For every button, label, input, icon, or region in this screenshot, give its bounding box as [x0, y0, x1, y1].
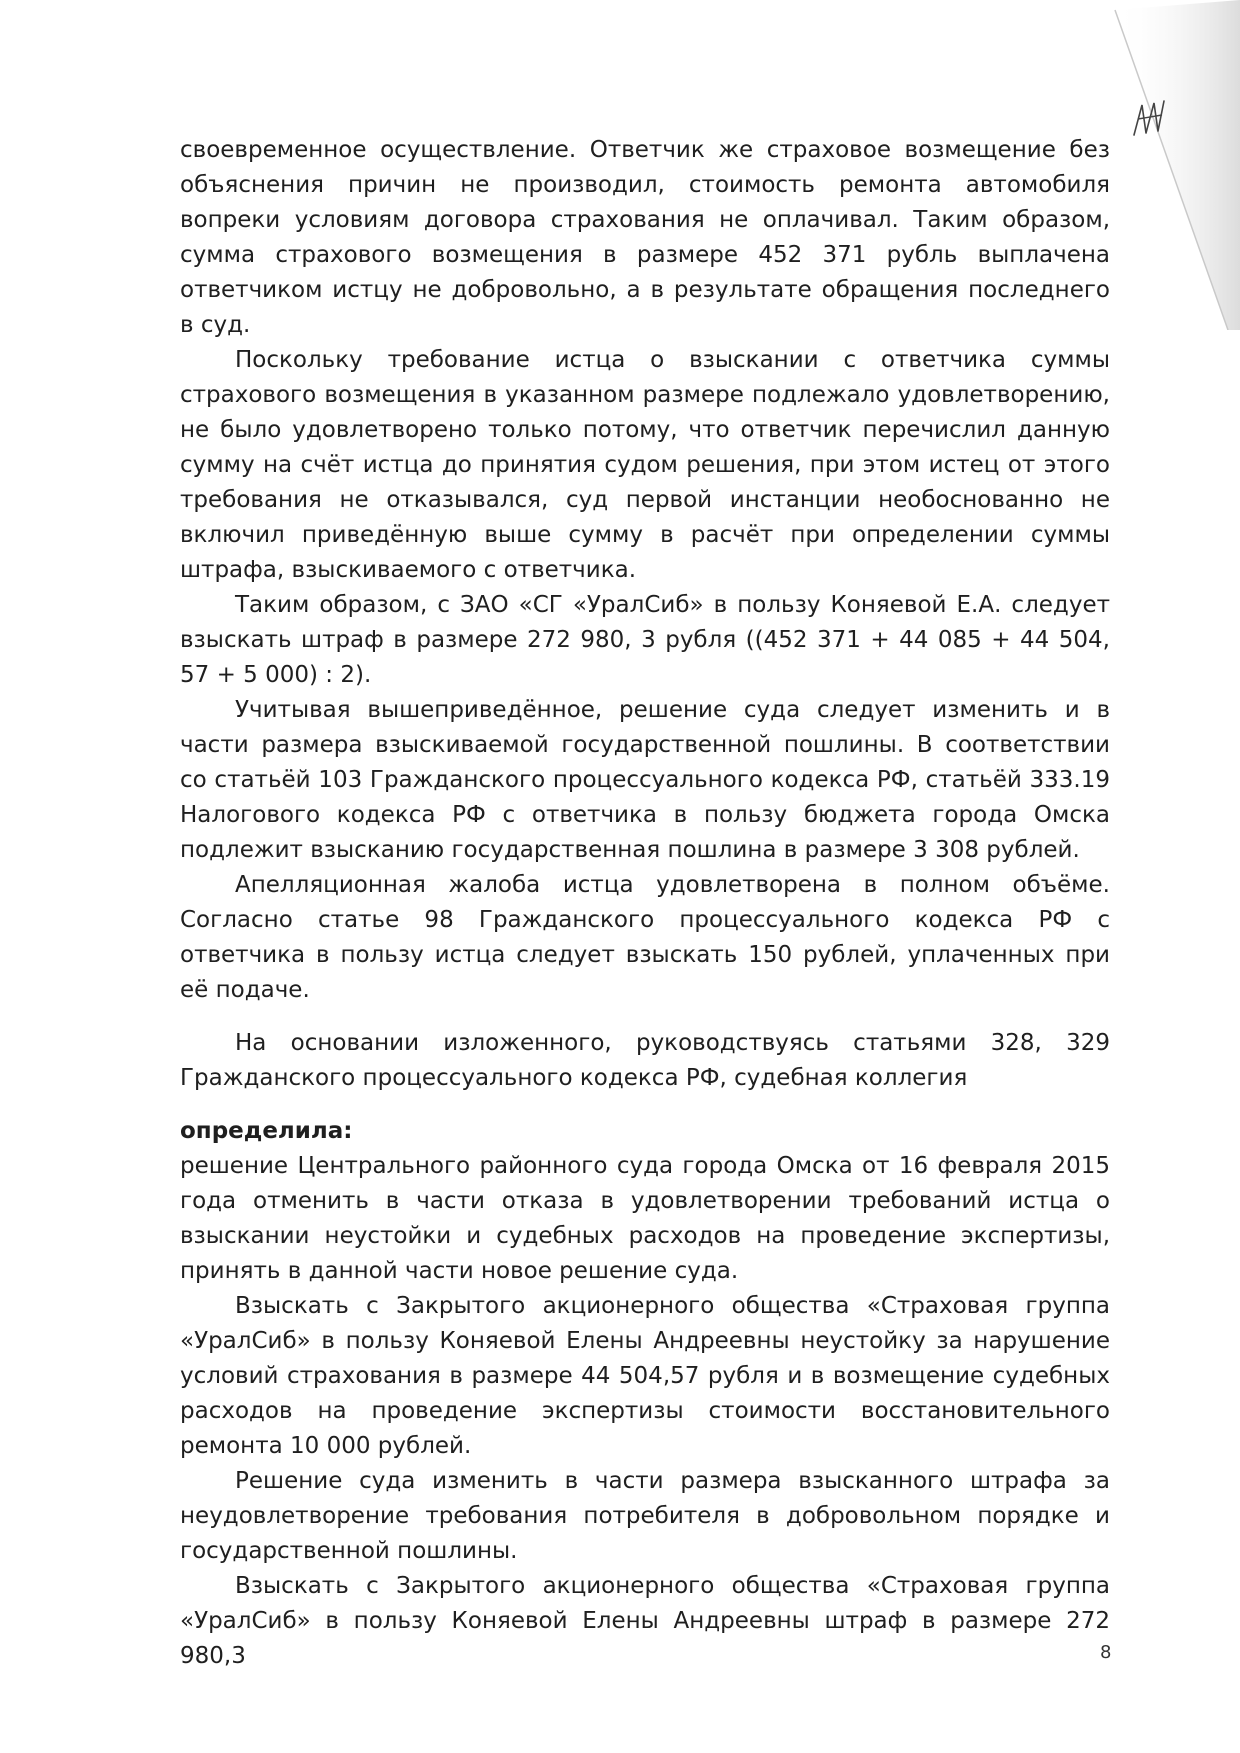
- page-number: 8: [1100, 1642, 1112, 1663]
- decision-heading: определила:: [180, 1118, 353, 1144]
- paragraph-5: Апелляционная жалоба истца удовлетворена в полном объёме. Согласно статье 98 Гражданского процессуального кодекса РФ с ответчика в пользу истца следует взыскать 150 рублей, уплаченных при её подаче.: [180, 872, 1110, 1003]
- decision-paragraph-2: Взыскать с Закрытого акционерного общества «Страховая группа «УралСиб» в пользу Коняевой Елены Андреевны неустойку за нарушение условий страхования в размере 44 504,57 рубля и в возмещение судебных расходов на проведение экспертизы стоимости восстановительного ремонта 10 000 рублей.: [180, 1293, 1110, 1459]
- decision-paragraph-4: Взыскать с Закрытого акционерного общества «Страховая группа «УралСиб» в пользу Коняевой Елены Андреевны штраф в размере 272 980,3: [180, 1573, 1110, 1669]
- decision-paragraph-1: решение Центрального районного суда города Омска от 16 февраля 2015 года отменить в части отказа в удовлетворении требований истца о взыскании неустойки и судебных расходов на проведение экспертизы, принять в данной части новое решение суда.: [180, 1153, 1110, 1284]
- paragraph-4: Учитывая вышеприведённое, решение суда следует изменить и в части размера взыскиваемой государственной пошлины. В соответствии со статьёй 103 Гражданского процессуального кодекса РФ, статьёй 333.19 Налогового кодекса РФ с ответчика в пользу бюджета города Омска подлежит взысканию государственная пошлина в размере 3 308 рублей.: [180, 697, 1110, 863]
- decision-paragraph-3: Решение суда изменить в части размера взысканного штрафа за неудовлетворение требования потребителя в добровольном порядке и государственной пошлины.: [180, 1468, 1110, 1564]
- paragraph-3: Таким образом, с ЗАО «СГ «УралСиб» в пользу Коняевой Е.А. следует взыскать штраф в размере 272 980, 3 рубля ((452 371 + 44 085 + 44 504, 57 + 5 000) : 2).: [180, 592, 1110, 688]
- paragraph-6: На основании изложенного, руководствуясь статьями 328, 329 Гражданского процессуального кодекса РФ, судебная коллегия: [180, 1030, 1110, 1091]
- handwritten-page-mark: [1128, 95, 1178, 150]
- scan-corner-shadow: [1110, 0, 1240, 330]
- document-body: [180, 133, 1110, 1674]
- paragraph-2: Поскольку требование истца о взыскании с ответчика суммы страхового возмещения в указанном размере подлежало удовлетворению, не было удовлетворено только потому, что ответчик перечислил данную сумму на счёт истца до принятия судом решения, при этом истец от этого требования не отказывался, суд первой инстанции необоснованно не включил приведённую выше сумму в расчёт при определении суммы штрафа, взыскиваемого с ответчика.: [180, 347, 1110, 583]
- paragraph-1: своевременное осуществление. Ответчик же страховое возмещение без объяснения причин не производил, стоимость ремонта автомобиля вопреки условиям договора страхования не оплачивал. Таким образом, сумма страхового возмещения в размере 452 371 рубль выплачена ответчиком истцу не добровольно, а в результате обращения последнего в суд.: [180, 137, 1110, 338]
